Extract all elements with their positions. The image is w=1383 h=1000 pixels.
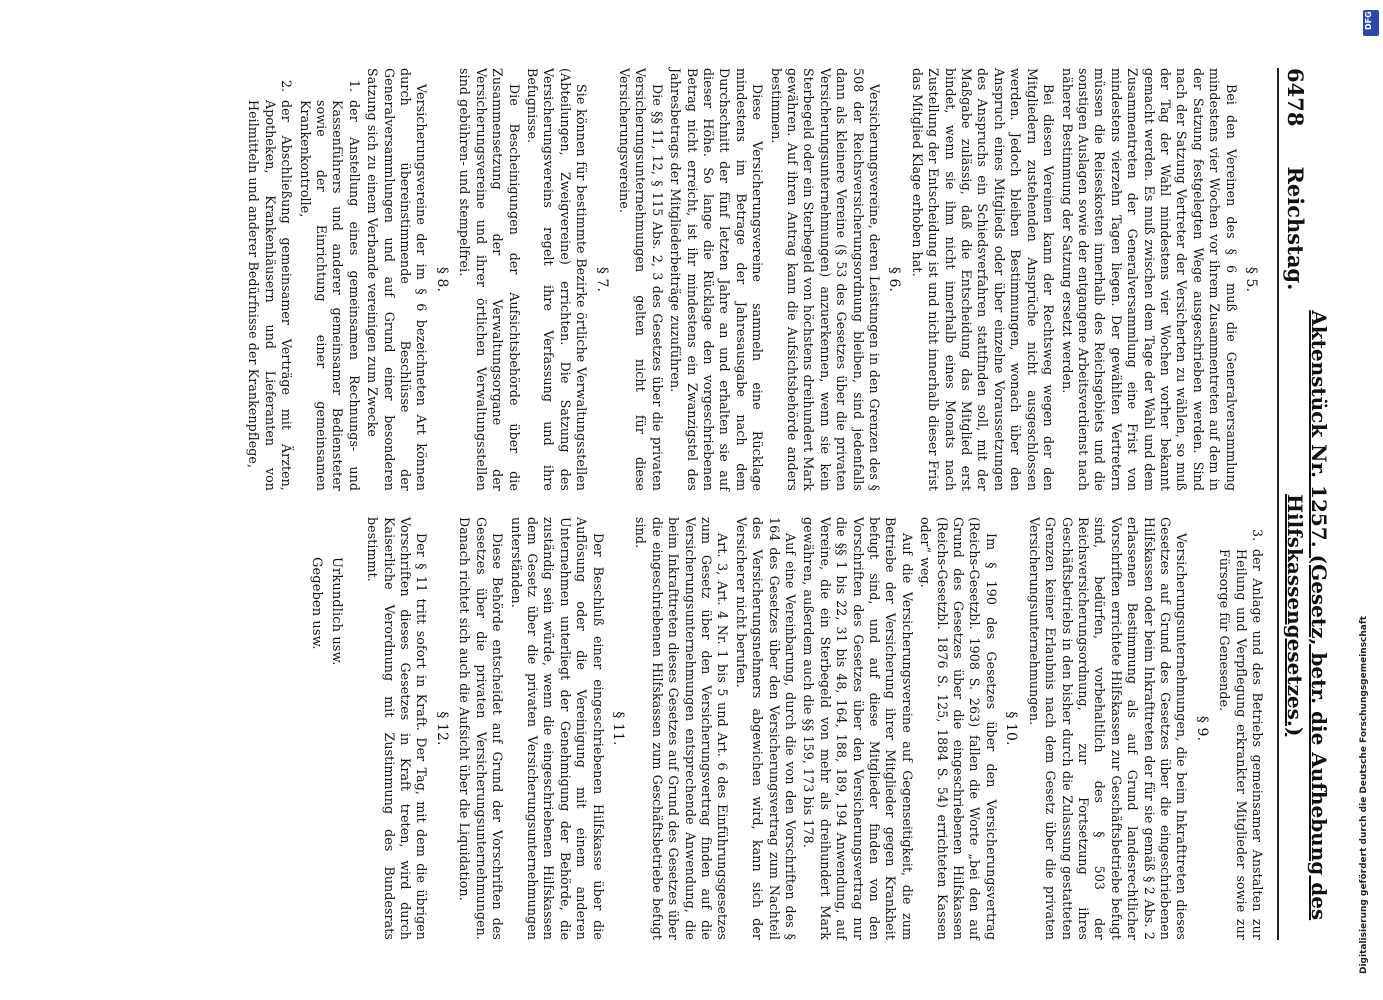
credit-text: Digitalisierung gefördert durch die Deutsche Forschungsgemeinschaft [1359, 615, 1369, 974]
list-number: 3. [1250, 529, 1265, 542]
section-heading: § 12. [433, 711, 450, 746]
paragraph: Art. 3, Art. 4 Nr. 1 bis 5 und Art. 6 des Einführungsgesetzes zum Gesetz über den Versicherungsvertrag finden auf die Versicherungsunternehmungen entsprechende Anwendung, die beim Inkrafttreten dieses Gesetzes auf Grund des Gesetzes über die eingeschriebenen Hilfskassen zum Geschäftsbetriebe befugt sind. [633, 517, 731, 940]
list-text: der Abschließung gemeinsamer Verträge mit Ärzten, Apotheken, Krankenhäusern und Lieferanten von Heilmitteln und anderer Bedürfnisse der Krankenpflege, [246, 100, 295, 491]
paragraph: Sie können für bestimmte Bezirke örtliche Verwaltungsstellen (Abteilungen, Zweigvereine) errichten. Die Satzung des Versicherungsvereins regelt ihre Verfassung und ihre Befugnisse. [524, 68, 590, 491]
list-number: 2. [279, 80, 295, 93]
paragraph: Auf eine Vereinbarung, durch die von den Vorschriften des § 164 des Gesetzes über den Versicherungsvertrag zum Nachteil des Versicherungsnehmers abgewichen wird, kann sich der Versicherer nicht berufen. [733, 517, 799, 940]
list-text: der Anlage und des Betriebs gemeinsamer Anstalten zur Heilung und Verpflegung erkrankter Mitglieder sowie zur Fürsorge für Genesende. [1217, 549, 1265, 940]
list-text: der Anstellung eines gemeinsamen Rechnungs- und Kassenführers und anderer gemeinsamer Bediensteter sowie der Einrichtung einer gemeinsamen Krankenkontrolle, [297, 100, 362, 491]
section-heading: § 5. [1243, 266, 1259, 293]
paragraph: Bei diesen Vereinen kann der Rechtsweg wegen der den Mitgliedern zustehenden Ansprüche nicht ausgeschlossen werden. Jedoch bleiben Bestimmungen, wonach über den Anspruch eines Mitglieds oder über einzelne Voraussetzungen des Anspruchs ein Schiedsverfahren stattfinden soll, mit der Maßgabe zulässig, daß die Entscheidung das Mitglied erst bindet, wenn sie ihm nicht innerhalb eines Monats nach Zustellung der Entscheidung ist und nicht innerhalb dieser Frist das Mitglied Klage erhoben hat. [909, 68, 1057, 491]
paragraph: Bei den Vereinen des § 6 muß die Generalversammlung mindestens vier Wochen vor ihrem Zusammentreten auf dem in der Satzung festgelegten Wege ausgeschrieben werden. Sind nach der Satzung Vertreter der Versicherten zu wählen, so muß der Tag der Wahl mindestens vier Wochen vorher bekannt gemacht werden. Es muß zwischen dem Tage der Wahl und dem Zusammentreten der Generalversammlung eine Frist von mindestens vierzehn Tagen liegen. Der gewählten Vertretern müssen die Reiseskosten innerhalb des Reichsgebiets und die sonstigen Auslagen sowie der entgangene Arbeitsverdienst nach näherer Bestimmung der Satzung ersetzt werden. [1059, 68, 1239, 491]
paragraph: Versicherungsvereine der im § 6 bezeichneten Art können durch übereinstimmende Beschlüsse der Generalversammlungen und auf Grund einer besonderen Satzung sich zu einem Verbande vereinigen zum Zwecke [365, 68, 430, 491]
list-item [1216, 529, 1265, 940]
column-right [60, 517, 1265, 940]
paragraph: Die Bescheinigungen der Aufsichtsbehörde über die Zusammensetzung der Verwaltungsorgane der Versicherungsvereine und ihrer örtlichen Verwaltungsstellen sind gebühren- und stempelfrei. [457, 68, 522, 491]
section-heading: § 8. [433, 266, 450, 293]
paragraph: Diese Versicherungsvereine sammeln eine Rücklage mindestens im Betrage der Jahresausgabe nach dem Durchschnitt der fünf letzten Jahre an und erhalten sie auf dieser Höhe. So lange die Rücklage den vorgeschriebenen Betrag nicht erreicht, ist ihr mindestens ein Zwanzigstel des Jahresbetrags der Mitgliederbeiträge zuzuführen. [668, 68, 766, 491]
header-left: Reichstag. [1283, 166, 1308, 291]
page-title: Aktenstück Nr. 1257. (Gesetz, betr. die Aufhebung des Hilfskassengesetzes.) [1283, 310, 1331, 921]
page-header [1277, 68, 1331, 940]
list-number: 1. [346, 80, 362, 93]
paragraph: Versicherungsvereine, deren Leistungen in den Grenzen des § 508 der Reichsversicherungsordnung bleiben, sind jedenfalls dann als kleinere Vereine (§ 53 des Gesetzes über die privaten Versicherungsunternehmungen) anzuerkennen, wenn sie kein Sterbegeld oder ein Sterbegeld von höchstens dreihundert Mark gewähren. Auf ihren Antrag kann die Aufsichtsbehörde anders bestimmen. [768, 68, 883, 491]
paragraph: Der Beschluß einer eingeschriebenen Hilfskasse über die Auflösung oder die Vereinigung mit einem anderen Unternehmen unterliegt der Genehmigung der Behörde, die zuständig sein würde, wenn die eingeschriebenen Hilfskassen dem Gesetz über die privaten Versicherungsunternehmungen unterständen. [508, 517, 606, 940]
paragraph: Im § 190 des Gesetzes über den Versicherungsvertrag (Reichs-Gesetzbl. 1908 S. 263) fallen die Worte „bei den auf Grund des Gesetzes über die eingeschriebenen Hilfskassen (Reichs-Gesetzbl. 1876 S. 125, 1884 S. 54) errichteten Kassen oder“ weg. [918, 517, 999, 940]
signature-line: Gegeben usw. [308, 557, 324, 650]
signature-block [306, 557, 346, 940]
digitization-credit [1355, 10, 1375, 990]
section-heading: § 7. [593, 266, 610, 293]
paragraph: Auf die Versicherungsvereine auf Gegenseitigkeit, die zum Betriebe der Versicherung ihrer Mitglieder gegen Krankheit befugt sind, und auf diese Mitglieder finden von den Vorschriften des Gesetzes über den Versicherungsvertrag nur die §§ 1 bis 22, 31 bis 48, 164, 188, 189, 194 Anwendung, auf Vereine, die ein Sterbegeld von mehr als dreihundert Mark gewähren, außerdem auch die §§ 159, 173 bis 178. [801, 517, 915, 940]
list-item [245, 80, 294, 491]
signature-line: Urkundlich usw. [328, 557, 344, 666]
section-heading: § 11. [609, 711, 626, 746]
text-columns [60, 68, 1265, 940]
dfg-logo-text: DFG [1364, 11, 1373, 30]
paragraph: Der § 11 tritt sofort in Kraft. Der Tag, mit dem die übrigen Vorschriften dieses Gesetzes in Kraft treten, wird durch Kaiserliche Verordnung mit Zustimmung des Bundesrats bestimmt. [365, 517, 430, 940]
list-item [296, 80, 362, 491]
page-number: 6478 [1283, 68, 1308, 127]
section-heading: § 10. [1003, 711, 1020, 746]
paragraph: Versicherungsunternehmungen, die beim Inkrafttreten dieses Gesetzes auf Grund des Gesetzes über die eingeschriebenen Hilfskassen oder beim Inkrafttreten der für sie gemäß § 2 Abs. 2 erlassenen Bestimmung als auf Grund landesrechtlicher Vorschriften errichtete Hilfskassen zur Geschäftsbetriebe befugt sind, bedürfen, vorbehaltlich des § 503 der Reichsversicherungsordnung, zur Fortsetzung ihres Geschäftsbetriebs in den bisher durch die Zulassung gestatteten Grenzen keiner Erlaubnis nach dem Gesetz über die privaten Versicherungsunternehmungen. [1026, 517, 1190, 940]
paragraph: Diese Behörde entscheidet auf Grund der Vorschriften des Gesetzes über die privaten Versicherungsunternehmungen. Danach richtet sich auch die Aufsicht über die Liquidation. [457, 517, 506, 940]
column-left [60, 68, 1265, 491]
section-heading: § 9. [1193, 715, 1210, 742]
paragraph: Die §§ 11, 12, § 115 Abs. 2, 3 des Gesetzes über die privaten Versicherungsunternehmungen gelten nicht für diese Versicherungsvereine. [616, 68, 665, 491]
section-heading: § 6. [886, 266, 903, 293]
